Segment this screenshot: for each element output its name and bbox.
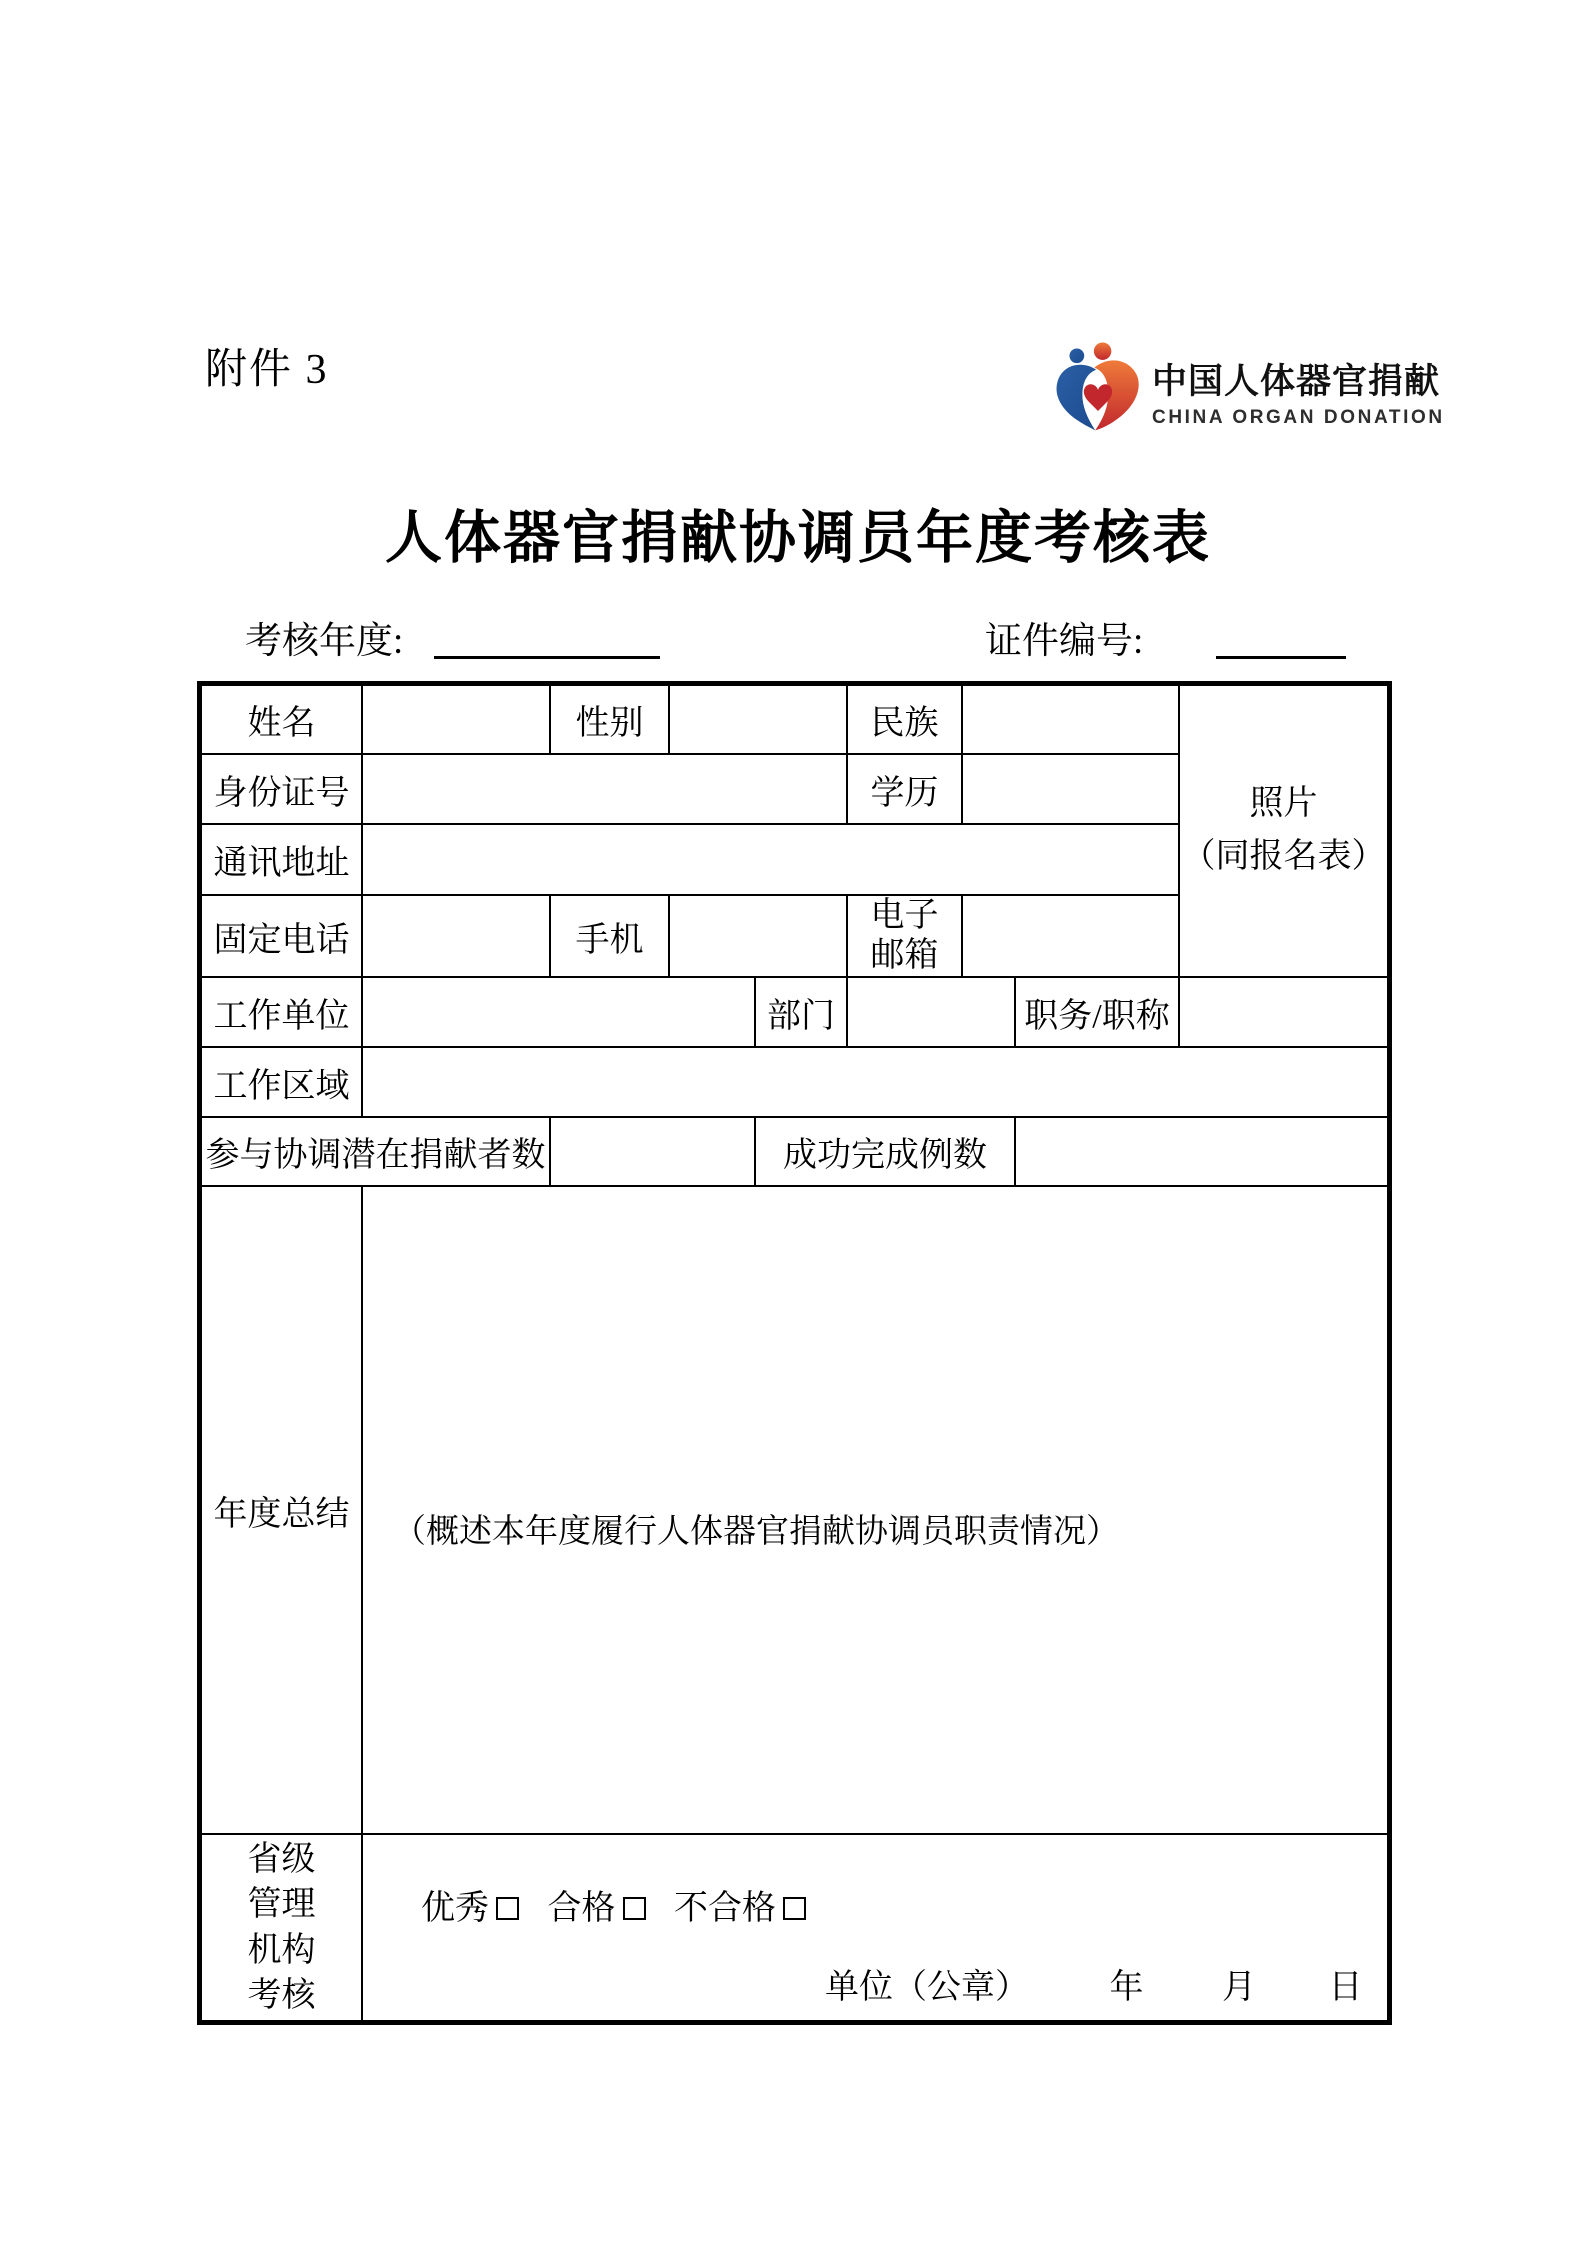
assessment-year-label: 考核年度: <box>245 621 404 662</box>
position-label: 职务/职称 <box>1015 977 1179 1047</box>
row-name-gender-ethnicity <box>200 684 1389 754</box>
row-provincial-review <box>200 1834 1389 2022</box>
year-label: 年 <box>1109 1968 1144 2006</box>
certificate-no-input[interactable] <box>1216 614 1346 659</box>
mobile-input-cell[interactable] <box>669 895 847 977</box>
provincial-review-label: 省级 管理 机构 考核 <box>200 1834 362 2022</box>
row-annual-summary <box>200 1186 1389 1834</box>
potential-donors-label: 参与协调潜在捐献者数 <box>200 1117 550 1186</box>
employer-input-cell[interactable] <box>362 977 755 1047</box>
logo-text-en: CHINA ORGAN DONATION <box>1152 407 1445 428</box>
unqualified-checkbox[interactable] <box>783 1897 806 1920</box>
assessment-form-table <box>198 682 1391 2024</box>
id-number-input-cell[interactable] <box>362 754 847 824</box>
assessment-year-input[interactable] <box>434 614 660 659</box>
completed-cases-input-cell[interactable] <box>1015 1117 1389 1186</box>
education-input-cell[interactable] <box>962 754 1179 824</box>
photo-note: （同报名表） <box>1181 838 1386 876</box>
address-label: 通讯地址 <box>200 824 362 895</box>
ethnicity-input-cell[interactable] <box>962 684 1179 754</box>
row-donor-counts <box>200 1117 1389 1186</box>
completed-cases-label: 成功完成例数 <box>755 1117 1015 1186</box>
provincial-review-cell <box>362 1834 1389 2022</box>
day-label: 日 <box>1328 1968 1363 2006</box>
heart-figures-icon <box>1052 340 1144 436</box>
education-label: 学历 <box>847 754 962 824</box>
logo-text-cn: 中国人体器官捐献 <box>1152 362 1441 401</box>
address-input-cell[interactable] <box>362 824 1179 895</box>
rating-unqualified: 不合格 <box>674 1890 806 1927</box>
qualified-checkbox[interactable] <box>623 1897 646 1920</box>
id-number-label: 身份证号 <box>200 754 362 824</box>
landline-input-cell[interactable] <box>362 895 550 977</box>
rating-qualified: 合格 <box>548 1890 646 1927</box>
seal-date-line <box>825 1959 1387 2008</box>
email-input-cell[interactable] <box>962 895 1179 977</box>
gender-label: 性别 <box>550 684 669 754</box>
email-label: 电子 邮箱 <box>847 895 962 977</box>
china-organ-donation-logo <box>1052 340 1445 436</box>
mobile-label: 手机 <box>550 895 669 977</box>
annual-summary-label: 年度总结 <box>200 1186 362 1834</box>
potential-donors-input-cell[interactable] <box>550 1117 755 1186</box>
unit-seal-label: 单位（公章） <box>825 1968 1029 2006</box>
attachment-label: 附件 3 <box>205 347 329 393</box>
annual-summary-input-cell[interactable] <box>362 1186 1389 1834</box>
excellent-checkbox[interactable] <box>496 1897 519 1920</box>
rating-options <box>421 1880 1387 1929</box>
rating-excellent: 优秀 <box>421 1890 519 1927</box>
department-label: 部门 <box>755 977 847 1047</box>
name-label: 姓名 <box>200 684 362 754</box>
form-title: 人体器官捐献协调员年度考核表 <box>385 507 1211 570</box>
work-area-input-cell[interactable] <box>362 1047 1389 1117</box>
department-input-cell[interactable] <box>847 977 1015 1047</box>
annual-summary-hint: （概述本年度履行人体器官捐献协调员职责情况） <box>393 1513 1119 1550</box>
row-work-area <box>200 1047 1389 1117</box>
month-label: 月 <box>1222 1968 1256 2006</box>
employer-label: 工作单位 <box>200 977 362 1047</box>
photo-label: 照片 <box>1249 785 1318 823</box>
landline-label: 固定电话 <box>200 895 362 977</box>
position-input-cell[interactable] <box>1179 977 1389 1047</box>
photo-cell <box>1179 684 1389 977</box>
name-input-cell[interactable] <box>362 684 550 754</box>
gender-input-cell[interactable] <box>669 684 847 754</box>
work-area-label: 工作区域 <box>200 1047 362 1117</box>
ethnicity-label: 民族 <box>847 684 962 754</box>
row-employer <box>200 977 1389 1047</box>
certificate-no-label: 证件编号: <box>985 621 1144 662</box>
